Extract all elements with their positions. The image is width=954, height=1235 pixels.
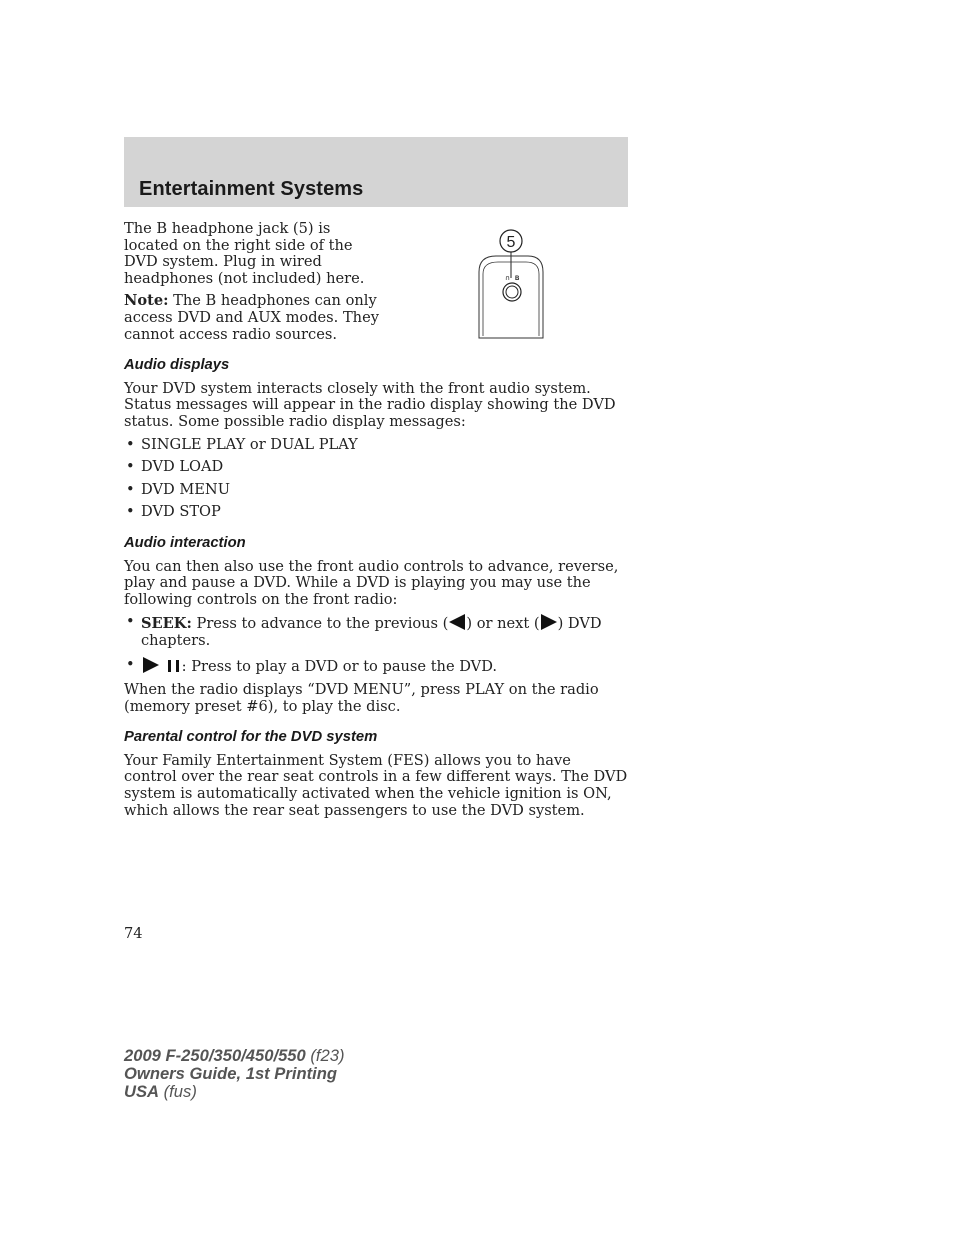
note-text: The B headphones can only access DVD and AUX modes. They cannot access radio sources. — [124, 292, 379, 343]
page-number: 74 — [124, 925, 143, 942]
seek-item — [124, 614, 628, 649]
parental-control-heading: Parental control for the DVD system — [124, 729, 378, 746]
headphone-icon: ∩ — [505, 274, 511, 282]
seek-text-3: ) DVD chapters. — [141, 615, 602, 649]
callout-number: 5 — [506, 234, 516, 251]
seek-next-icon — [540, 614, 558, 630]
note-label: Note: — [124, 292, 169, 310]
section-header — [124, 137, 628, 207]
audio-displays-paragraph: Your DVD system interacts closely with the front audio system. Status messages will appear in the radio display showing the DVD status. Some possible radio display messages: — [124, 379, 616, 430]
list-item: • SINGLE PLAY or DUAL PLAY — [124, 437, 628, 454]
footer-line-3 — [124, 1083, 345, 1101]
footer-market: USA — [124, 1082, 160, 1101]
jack-label: B — [515, 276, 520, 282]
list-item: • DVD MENU — [124, 482, 628, 499]
seek-previous-icon — [448, 614, 466, 630]
list-item: • DVD LOAD — [124, 459, 628, 476]
audio-displays-heading: Audio displays — [124, 357, 230, 374]
footer-line-2: Owners Guide, 1st Printing — [124, 1064, 337, 1083]
footer-model: 2009 F-250/350/450/550 — [124, 1046, 306, 1065]
seek-text-2: ) or next ( — [466, 615, 540, 633]
play-pause-item — [124, 657, 628, 676]
pause-icon — [166, 659, 182, 673]
document-footer — [124, 1047, 345, 1101]
parental-control-paragraph: Your Family Entertainment System (FES) allows you to have control over the rear seat controls in a few different ways. The DVD system is automatically activated when the vehicle ignition is ON, which allows the rear seat passengers to use the DVD system. — [124, 751, 628, 819]
intro-block — [124, 221, 384, 343]
display-messages-list — [124, 437, 628, 521]
dvd-menu-paragraph: When the radio displays “DVD MENU”, press PLAY on the radio (memory preset #6), to play the disc. — [124, 681, 599, 715]
footer-model-code: (f23) — [305, 1046, 345, 1065]
controls-list — [124, 614, 628, 676]
audio-interaction-paragraph: You can then also use the front audio controls to advance, reverse, play and pause a DVD. While a DVD is playing you may use the following controls on the front radio: — [124, 557, 619, 608]
audio-interaction-heading: Audio interaction — [124, 534, 246, 551]
play-pause-text: : Press to play a DVD or to pause the DVD. — [181, 658, 498, 676]
seek-text-1: Press to advance to the previous ( — [191, 615, 449, 633]
section-title: Entertainment Systems — [139, 178, 364, 200]
list-item: • DVD STOP — [124, 504, 628, 521]
seek-label: SEEK: — [141, 615, 192, 633]
footer-line-1 — [124, 1047, 345, 1065]
play-icon — [141, 657, 161, 673]
intro-paragraph: The B headphone jack (5) is located on the right side of the DVD system. Plug in wired headphones (not included) here. — [124, 220, 365, 287]
footer-market-code: (fus) — [159, 1082, 197, 1101]
page-content — [124, 221, 628, 825]
note-paragraph — [124, 293, 384, 343]
